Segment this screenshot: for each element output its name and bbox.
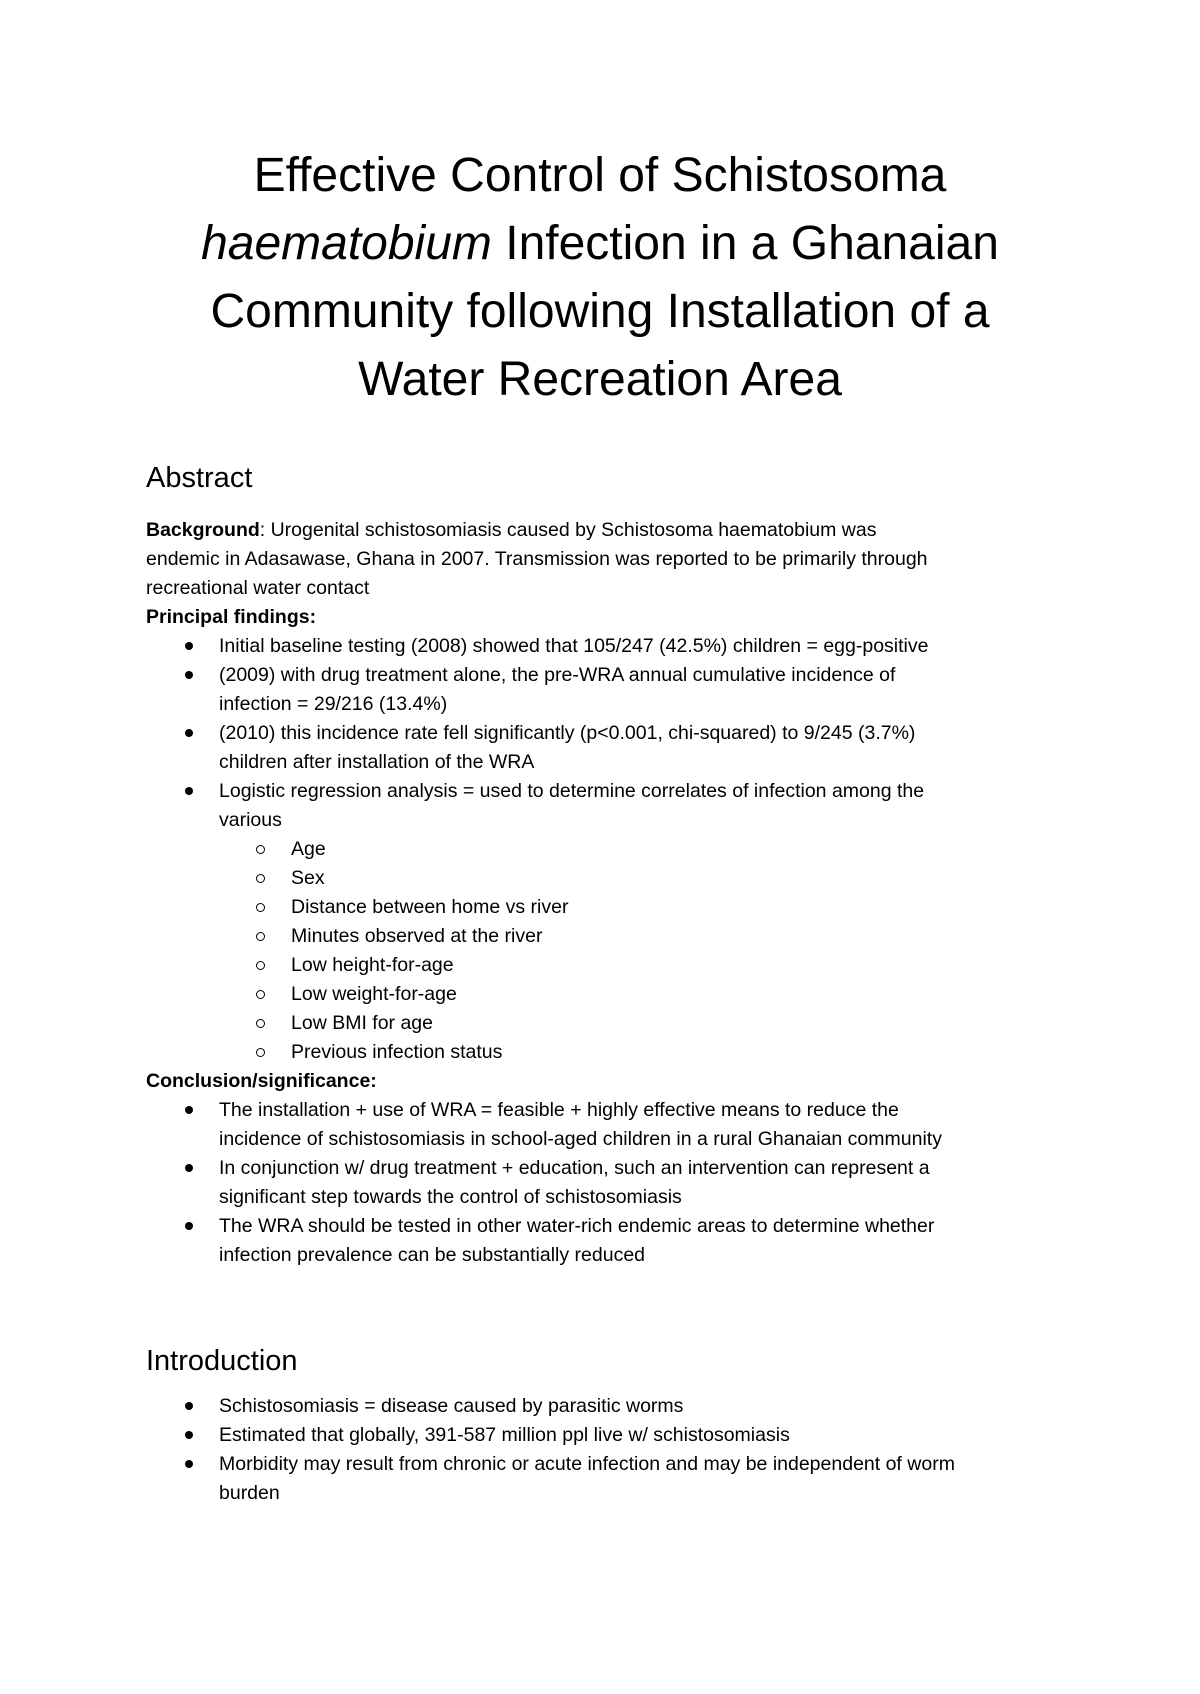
sub-bullet-item: Low height-for-age [291, 954, 454, 976]
title-line-3: Community following Installation of a [210, 285, 990, 338]
sub-bullet-item: Previous infection status [291, 1041, 503, 1063]
sub-bullet-circle-icon [256, 961, 265, 970]
finding-2-line-1: (2009) with drug treatment alone, the pre-WRA annual cumulative incidence of [219, 664, 896, 686]
intro-3-line-1: Morbidity may result from chronic or acute infection and may be independent of worm [219, 1453, 955, 1475]
conclusion-2-line-2: significant step towards the control of schistosomiasis [219, 1186, 682, 1208]
background-line-1 [146, 517, 876, 543]
introduction-heading: Introduction [146, 1345, 298, 1377]
sub-bullet-circle-icon [256, 845, 265, 854]
conclusion-1-line-2: incidence of schistosomiasis in school-aged children in a rural Ghanaian community [219, 1128, 942, 1150]
intro-2-line-1: Estimated that globally, 391-587 million ppl live w/ schistosomiasis [219, 1424, 790, 1446]
intro-3-line-2: burden [219, 1482, 280, 1504]
bullet-dot-icon [185, 1431, 193, 1439]
conclusion-3-line-1: The WRA should be tested in other water-rich endemic areas to determine whether [219, 1215, 935, 1237]
bullet-dot-icon [185, 1106, 193, 1114]
background-line-3: recreational water contact [146, 577, 370, 599]
bullet-dot-icon [185, 1222, 193, 1230]
sub-bullet-circle-icon [256, 874, 265, 883]
conclusion-2-line-1: In conjunction w/ drug treatment + education, such an intervention can represent a [219, 1157, 930, 1179]
intro-1-line-1: Schistosomiasis = disease caused by parasitic worms [219, 1395, 684, 1417]
bullet-dot-icon [185, 787, 193, 795]
finding-3-line-1: (2010) this incidence rate fell significantly (p<0.001, chi-squared) to 9/245 (3.7%) [219, 722, 916, 744]
sub-bullet-item: Sex [291, 867, 325, 889]
document-title [100, 142, 1100, 414]
bullet-dot-icon [185, 1460, 193, 1468]
bullet-dot-icon [185, 1164, 193, 1172]
conclusion-1-line-1: The installation + use of WRA = feasible + highly effective means to reduce the [219, 1099, 899, 1121]
finding-2-line-2: infection = 29/216 (13.4%) [219, 693, 448, 715]
title-line-2 [100, 210, 1100, 278]
bullet-dot-icon [185, 642, 193, 650]
finding-4-line-2: various [219, 809, 282, 831]
conclusion-label: Conclusion/significance: [146, 1070, 377, 1092]
sub-bullet-item: Low weight-for-age [291, 983, 457, 1005]
finding-1-line-1: Initial baseline testing (2008) showed that 105/247 (42.5%) children = egg-positive [219, 635, 929, 657]
finding-4-line-1: Logistic regression analysis = used to determine correlates of infection among the [219, 780, 925, 802]
conclusion-3-line-2: infection prevalence can be substantially reduced [219, 1244, 646, 1266]
sub-bullet-item: Age [291, 838, 326, 860]
abstract-heading: Abstract [146, 462, 253, 494]
bullet-dot-icon [185, 1402, 193, 1410]
sub-bullet-item: Minutes observed at the river [291, 925, 543, 947]
principal-findings-label: Principal findings: [146, 606, 317, 628]
bullet-dot-icon [185, 729, 193, 737]
finding-3-line-2: children after installation of the WRA [219, 751, 535, 773]
sub-bullet-item: Distance between home vs river [291, 896, 569, 918]
sub-bullet-circle-icon [256, 1048, 265, 1057]
title-species-italic: haematobium [201, 217, 492, 270]
sub-bullet-circle-icon [256, 932, 265, 941]
background-line-2: endemic in Adasawase, Ghana in 2007. Transmission was reported to be primarily through [146, 548, 928, 570]
title-line-2-rest: Infection in a Ghanaian [491, 217, 999, 270]
sub-bullet-circle-icon [256, 990, 265, 999]
sub-bullet-circle-icon [256, 1019, 265, 1028]
sub-bullet-circle-icon [256, 903, 265, 912]
title-line-4: Water Recreation Area [358, 353, 842, 406]
bullet-dot-icon [185, 671, 193, 679]
title-line-1: Effective Control of Schistosoma [253, 149, 947, 202]
background-label: Background [146, 519, 260, 541]
background-text-1: : Urogenital schistosomiasis caused by Schistosoma haematobium was [259, 519, 877, 541]
sub-bullet-item: Low BMI for age [291, 1012, 433, 1034]
